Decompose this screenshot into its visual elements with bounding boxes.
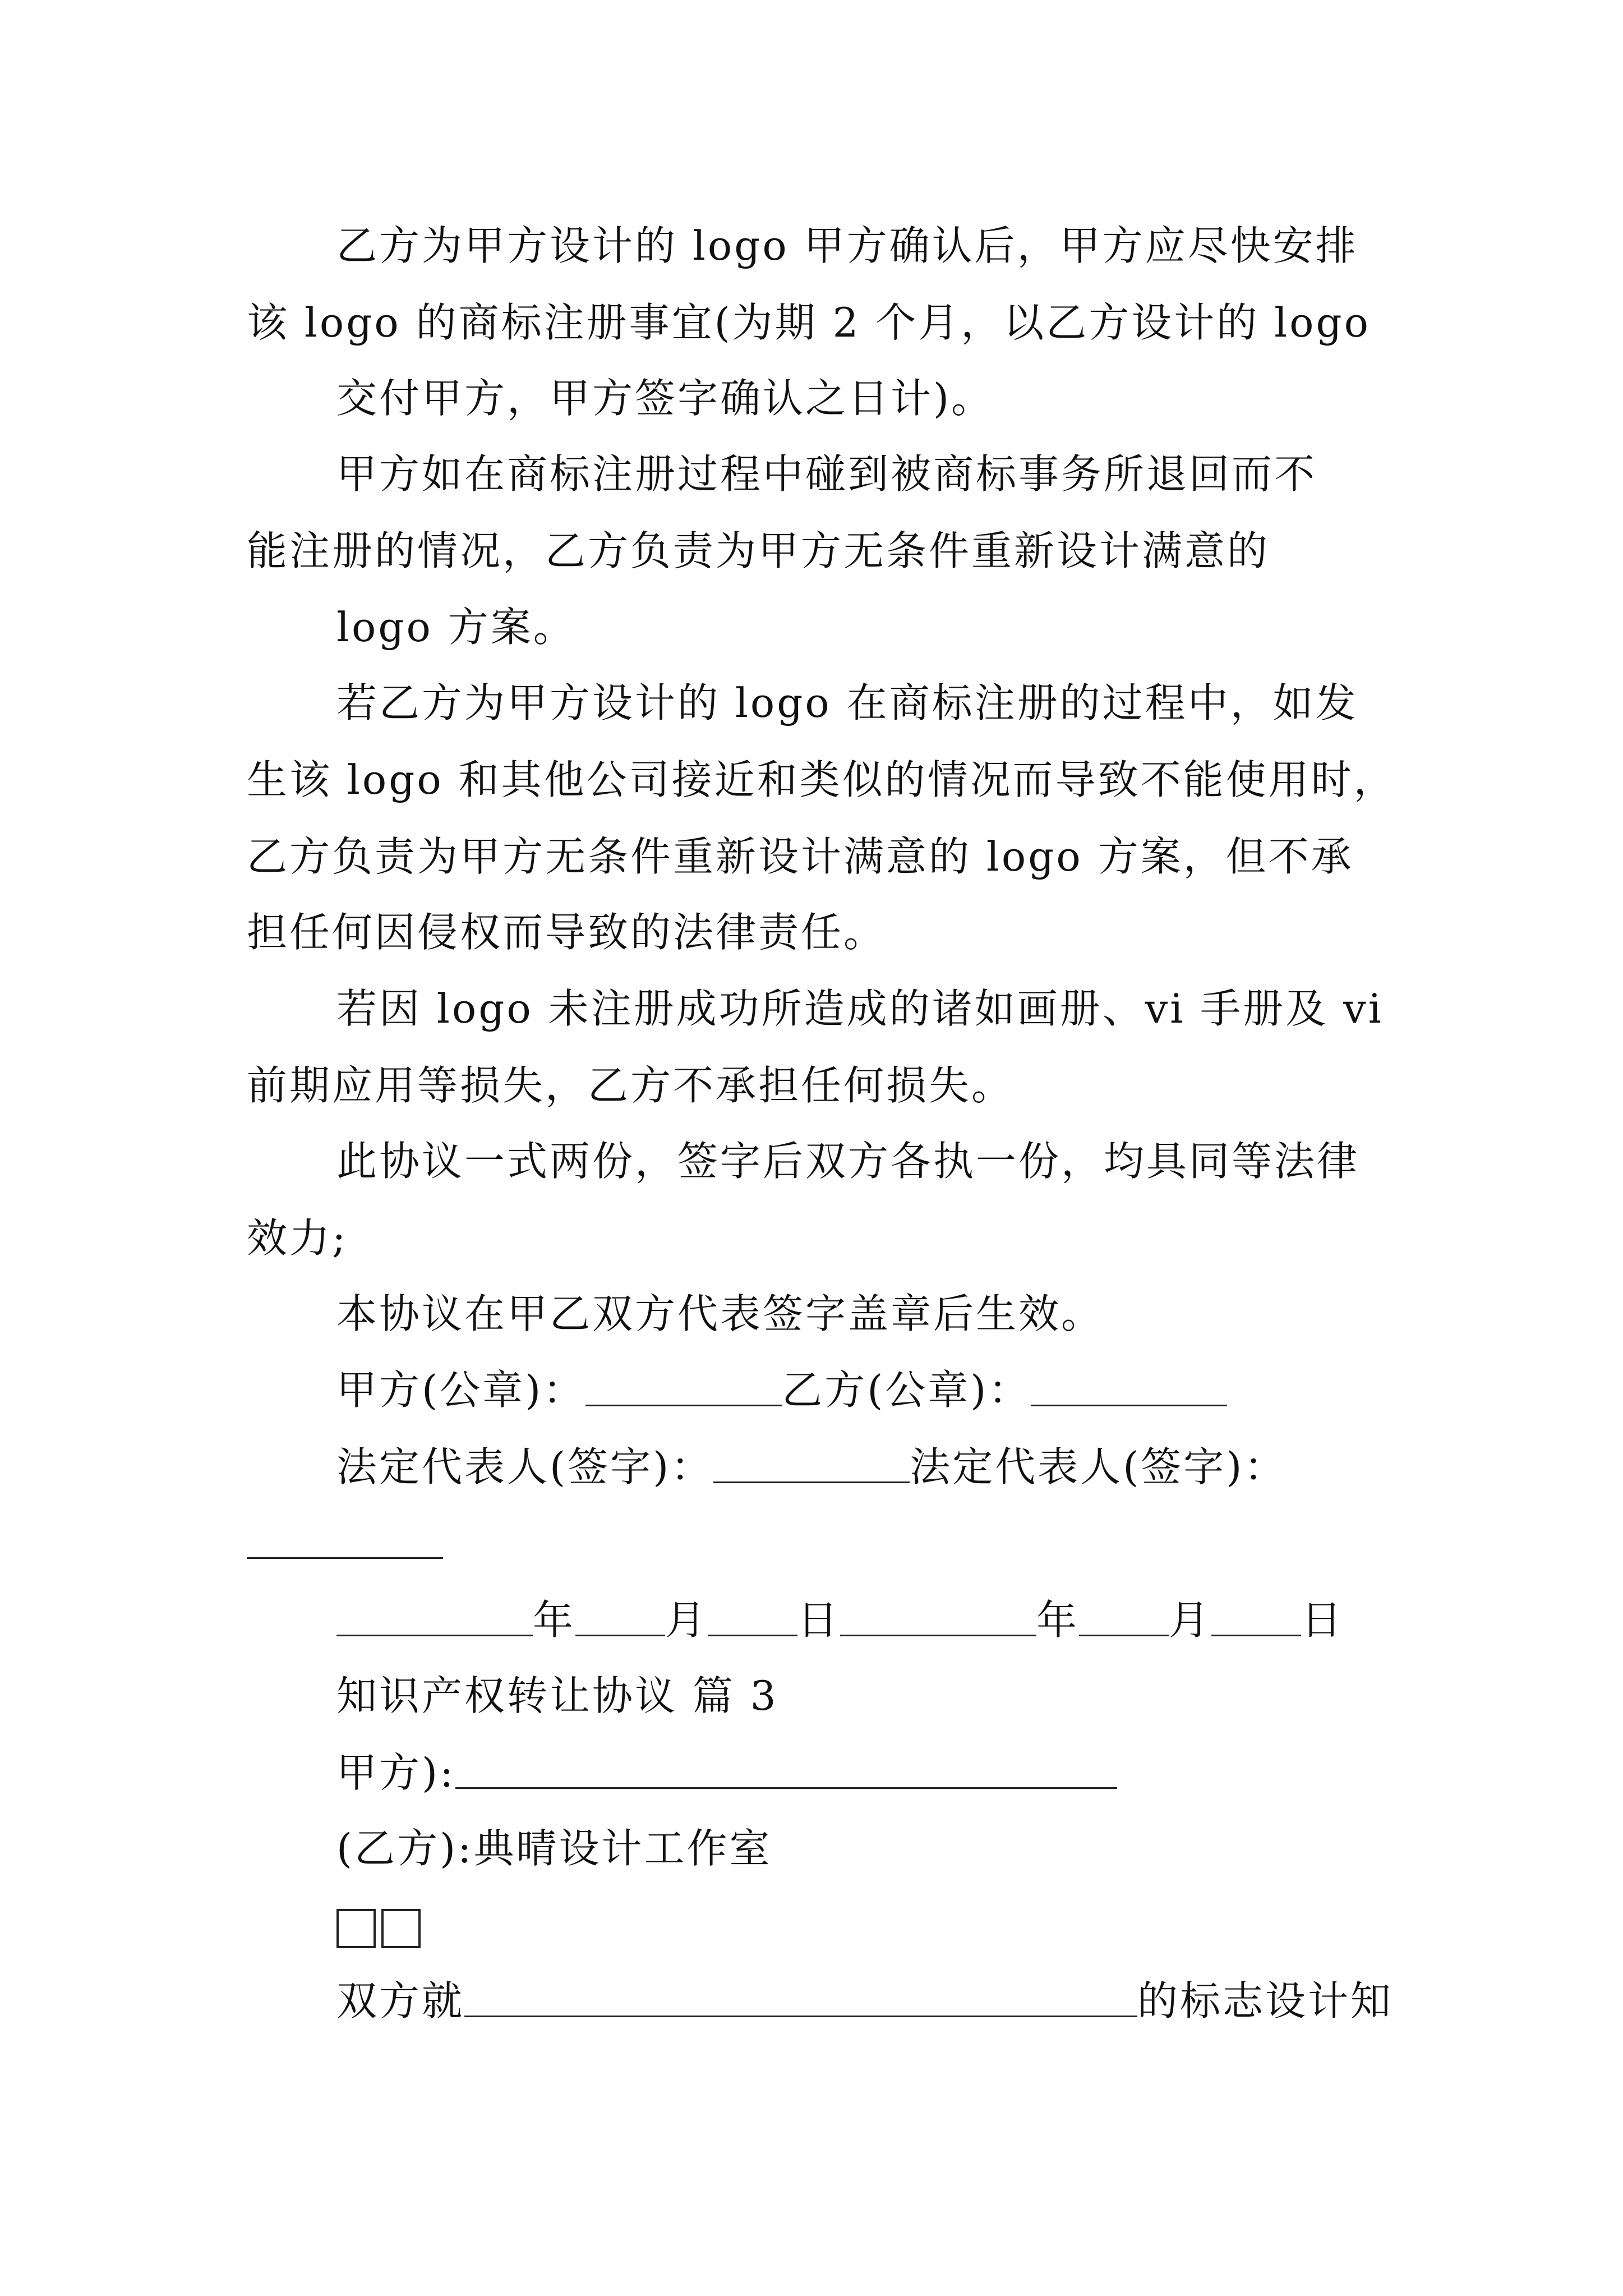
para6: 本协议在甲乙双方代表签字盖章后生效。 xyxy=(336,1290,1104,1337)
para3-line4: 担任何因侵权而导致的法律责任。 xyxy=(247,909,887,956)
seal-line xyxy=(336,1362,1227,1418)
para2-line2: 能注册的情况，乙方负责为甲方无条件重新设计满意的 xyxy=(247,527,1270,574)
date-b-day-label: 日 xyxy=(1301,1596,1344,1644)
both-parties-line xyxy=(336,1973,1393,2029)
rep-b-blank xyxy=(247,1515,443,1559)
both-suffix: 的标志设计知 xyxy=(1137,1977,1394,2024)
rep-b-label: 法定代表人(签字)： xyxy=(910,1443,1287,1490)
party-b-line: (乙方):典晴设计工作室 xyxy=(336,1825,772,1872)
date-b-day-blank xyxy=(1211,1592,1301,1636)
party-b-seal-blank xyxy=(1031,1362,1227,1406)
para2-line1: 甲方如在商标注册过程中碰到被商标事务所退回而不 xyxy=(336,450,1317,498)
date-a-month-label: 月 xyxy=(665,1596,708,1644)
representative-line xyxy=(336,1439,1287,1495)
para1-line1: 乙方为甲方设计的 logo 甲方确认后，甲方应尽快安排 xyxy=(336,222,1358,269)
rep-a-blank xyxy=(713,1439,910,1483)
para3-line2: 生该 logo 和其他公司接近和类似的情况而导致不能使用时， xyxy=(247,756,1396,803)
party-a-line xyxy=(336,1745,1117,1801)
party-a-blank xyxy=(455,1745,1117,1789)
para2-line3: logo 方案。 xyxy=(336,604,576,651)
both-prefix: 双方就 xyxy=(336,1977,465,2024)
date-b-year-blank xyxy=(840,1592,1036,1636)
date-a-year-label: 年 xyxy=(533,1596,576,1644)
party-b-seal-label: 乙方(公章)： xyxy=(782,1366,1031,1414)
party-a-seal-label: 甲方(公章)： xyxy=(336,1366,586,1414)
para3-line3: 乙方负责为甲方无条件重新设计满意的 logo 方案，但不承 xyxy=(247,833,1354,880)
date-b-year-label: 年 xyxy=(1036,1596,1080,1644)
logo-subject-blank xyxy=(464,1973,1137,2017)
para5-line1: 此协议一式两份，签字后双方各执一份，均具同等法律 xyxy=(336,1138,1360,1185)
para5-line2: 效力; xyxy=(247,1214,348,1262)
para1-line3: 交付甲方，甲方签字确认之日计)。 xyxy=(336,375,994,422)
date-line xyxy=(336,1592,1344,1648)
rep-b-blank-line xyxy=(247,1515,443,1571)
checkbox-row xyxy=(336,1897,426,1953)
para4-line1: 若因 logo 未注册成功所造成的诸如画册、vi 手册及 vi xyxy=(336,985,1384,1032)
date-b-month-blank xyxy=(1079,1592,1169,1636)
checkbox-square-icon xyxy=(381,1909,421,1948)
party-a-seal-blank xyxy=(585,1362,782,1406)
date-a-month-blank xyxy=(575,1592,665,1636)
date-a-year-blank xyxy=(336,1592,533,1636)
section-title: 知识产权转让协议 篇 3 xyxy=(336,1672,778,1719)
checkbox-square-icon xyxy=(336,1909,376,1948)
date-a-day-blank xyxy=(708,1592,797,1636)
date-b-month-label: 月 xyxy=(1169,1596,1212,1644)
para1-line2: 该 logo 的商标注册事宜(为期 2 个月，以乙方设计的 logo xyxy=(247,299,1371,346)
party-a-label: 甲方): xyxy=(336,1749,456,1796)
para4-line2: 前期应用等损失，乙方不承担任何损失。 xyxy=(247,1062,1015,1109)
para3-line1: 若乙方为甲方设计的 logo 在商标注册的过程中，如发 xyxy=(336,679,1358,726)
rep-a-label: 法定代表人(签字)： xyxy=(336,1443,714,1490)
date-a-day-label: 日 xyxy=(797,1596,841,1644)
